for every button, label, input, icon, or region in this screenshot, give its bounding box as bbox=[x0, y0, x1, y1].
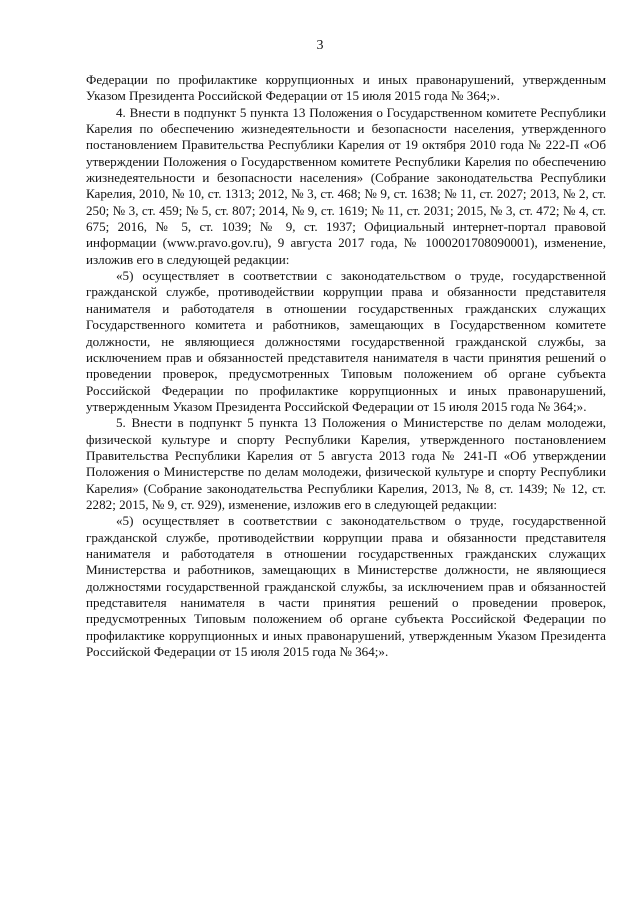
page-number: 3 bbox=[316, 38, 324, 53]
document-body bbox=[86, 72, 606, 660]
paragraph-item-5-new-wording: «5) осуществляет в соответствии с законодательством о труде, государственной гражданской службе, противодействии коррупции права и обязанности представителя нанимателя и работодателя в отношении государственных гражданских служащих Министерства и работников, замещающих в Министерстве должности, не являющиеся должностями государственной гражданской службы, за исключением прав и обязанностей представителя нанимателя в части принятия решений о проведении проверок, предусмотренных Типовым положением об органе субъекта Российской Федерации по профилактике коррупционных и иных правонарушений, утвержденным Указом Президента Российской Федерации от 15 июля 2015 года № 364;». bbox=[86, 513, 606, 660]
paragraph-item-4-new-wording: «5) осуществляет в соответствии с законодательством о труде, государственной гражданской службе, противодействии коррупции права и обязанности представителя нанимателя и работодателя в отношении государственных гражданских служащих Государственного комитета и работников, замещающих в Государственном комитете должности, не являющиеся должностями государственной гражданской службы, за исключением прав и обязанностей представителя нанимателя в части принятия решений о проведении проверок, предусмотренных Типовым положением об органе субъекта Российской Федерации по профилактике коррупционных и иных правонарушений, утвержденным Указом Президента Российской Федерации от 15 июля 2015 года № 364;». bbox=[86, 268, 606, 414]
paragraph-item-4: 4. Внести в подпункт 5 пункта 13 Положения о Государственном комитете Республики Карелия по обеспечению жизнедеятельности и безопасности населения, утвержденного постановлением Правительства Республики Карелия от 19 октября 2010 года № 222-П «Об утверждении Положения о Государственном комитете Республики Карелия по обеспечению жизнедеятельности и безопасности населения» (Собрание законодательства Республики Карелия, 2010, № 10, ст. 1313; 2012, № 3, ст. 468; № 9, ст. 1638; № 11, ст. 2027; 2013, № 2, ст. 250; № 3, ст. 459; № 5, ст. 807; 2014, № 9, ст. 1619; № 11, ст. 2031; 2015, № 3, ст. 472; № 4, ст. 675; 2016, № 5, ст. 1039; № 9, ст. 1937; Официальный интернет-портал правовой информации (www.pravo.gov.ru), 9 августа 2017 года, № 1000201708090001), изменение, изложив его в следующей редакции: bbox=[86, 104, 606, 267]
paragraph-continuation: Федерации по профилактике коррупционных и иных правонарушений, утвержденным Указом Президента Российской Федерации от 15 июля 2015 года № 364;». bbox=[86, 72, 606, 104]
paragraph-item-5: 5. Внести в подпункт 5 пункта 13 Положения о Министерстве по делам молодежи, физической культуре и спорту Республики Карелия, утвержденного постановлением Правительства Республики Карелия от 5 августа 2013 года № 241-П «Об утверждении Положения о Министерстве по делам молодежи, физической культуре и спорту Республики Карелия» (Собрание законодательства Республики Карелия, 2013, № 8, ст. 1439; № 12, ст. 2282; 2015, № 9, ст. 929), изменение, изложив его в следующей редакции: bbox=[86, 415, 606, 512]
